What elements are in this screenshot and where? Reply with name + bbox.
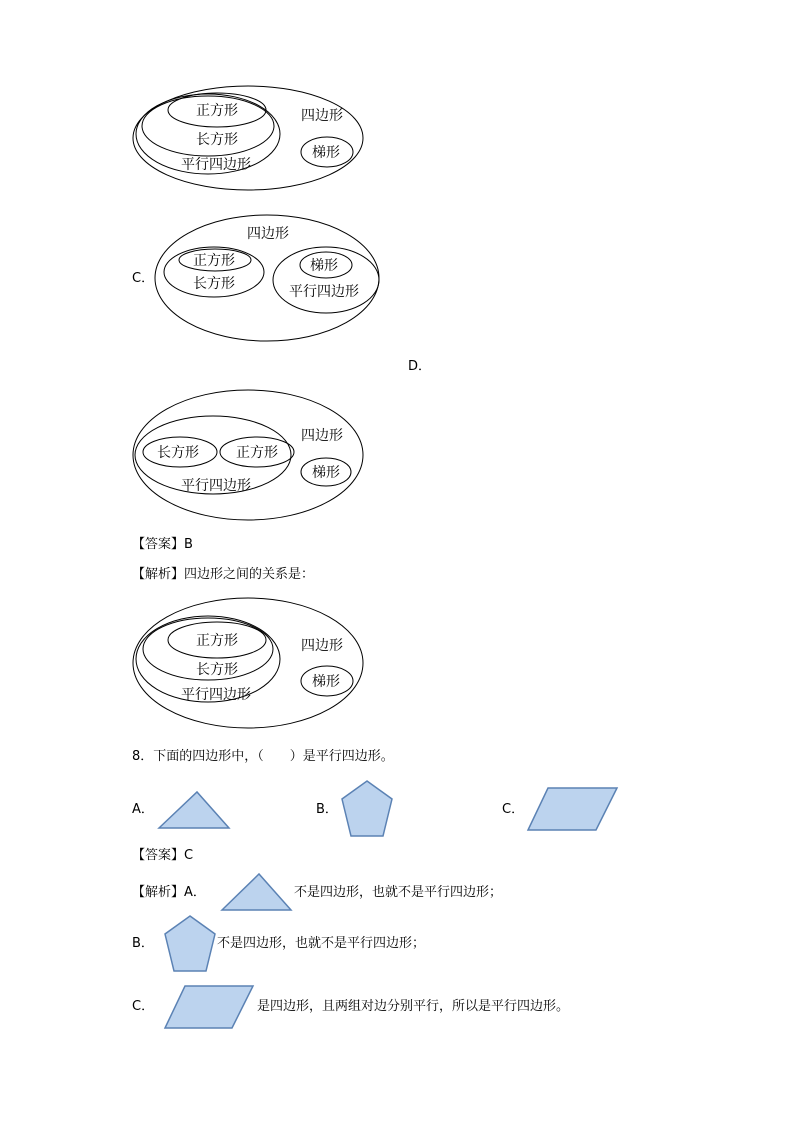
q7-analysis: 【解析】四边形之间的关系是： (132, 567, 315, 582)
parallelogram-shape (525, 785, 621, 833)
pentagon-shape (162, 913, 218, 975)
label-rectangle: 长方形 (196, 132, 238, 148)
option-d-marker: D． (408, 359, 432, 374)
q8-analysis-c-prefix: C． (132, 999, 155, 1014)
label-trapezoid: 梯形 (312, 465, 340, 481)
q8-analysis-c-text: 是四边形，且两组对边分别平行，所以是平行四边形。 (257, 999, 570, 1014)
label-square: 正方形 (236, 445, 278, 461)
label-parallelogram: 平行四边形 (289, 284, 359, 300)
label-rectangle: 长方形 (157, 445, 199, 461)
ellipse-quadrilateral (133, 598, 363, 728)
label-quadrilateral: 四边形 (247, 226, 289, 242)
triangle-shape (219, 870, 297, 916)
pentagon-shape (338, 778, 396, 840)
label-rectangle: 长方形 (193, 276, 235, 292)
label-parallelogram: 平行四边形 (181, 157, 251, 173)
venn-diagram-option-b (128, 82, 368, 202)
ellipse-parallelogram (273, 247, 379, 313)
label-parallelogram: 平行四边形 (181, 687, 251, 703)
label-rectangle: 长方形 (196, 662, 238, 678)
venn-diagram-analysis (128, 595, 368, 735)
label-quadrilateral: 四边形 (301, 108, 343, 124)
label-quadrilateral: 四边形 (301, 638, 343, 654)
triangle-shape (155, 788, 235, 834)
q8-question: 8．下面的四边形中，（ ）是平行四边形。 (132, 749, 394, 764)
q8-analysis-a-text: 不是四边形，也就不是平行四边形； (294, 885, 503, 900)
q8-analysis-b-prefix: B． (132, 936, 154, 951)
q8-analysis-b-text: 不是四边形，也就不是平行四边形； (217, 936, 426, 951)
parallelogram-shape (162, 983, 258, 1031)
venn-diagram-option-c (150, 210, 385, 346)
q8-option-a-marker: A． (132, 802, 154, 817)
label-parallelogram: 平行四边形 (181, 478, 251, 494)
q8-option-c-marker: C． (502, 802, 525, 817)
q8-answer: 【答案】C (132, 848, 194, 863)
label-trapezoid: 梯形 (312, 674, 340, 690)
label-quadrilateral: 四边形 (301, 428, 343, 444)
q8-option-b-marker: B． (316, 802, 338, 817)
label-square: 正方形 (196, 103, 238, 119)
venn-diagram-option-d (128, 385, 368, 525)
q8-analysis-a-prefix: 【解析】A． (132, 885, 206, 900)
q7-answer: 【答案】B (132, 537, 193, 552)
label-square: 正方形 (196, 633, 238, 649)
label-trapezoid: 梯形 (312, 145, 340, 161)
label-square: 正方形 (193, 253, 235, 269)
label-trapezoid: 梯形 (310, 258, 338, 274)
option-c-marker: C． (132, 271, 155, 286)
